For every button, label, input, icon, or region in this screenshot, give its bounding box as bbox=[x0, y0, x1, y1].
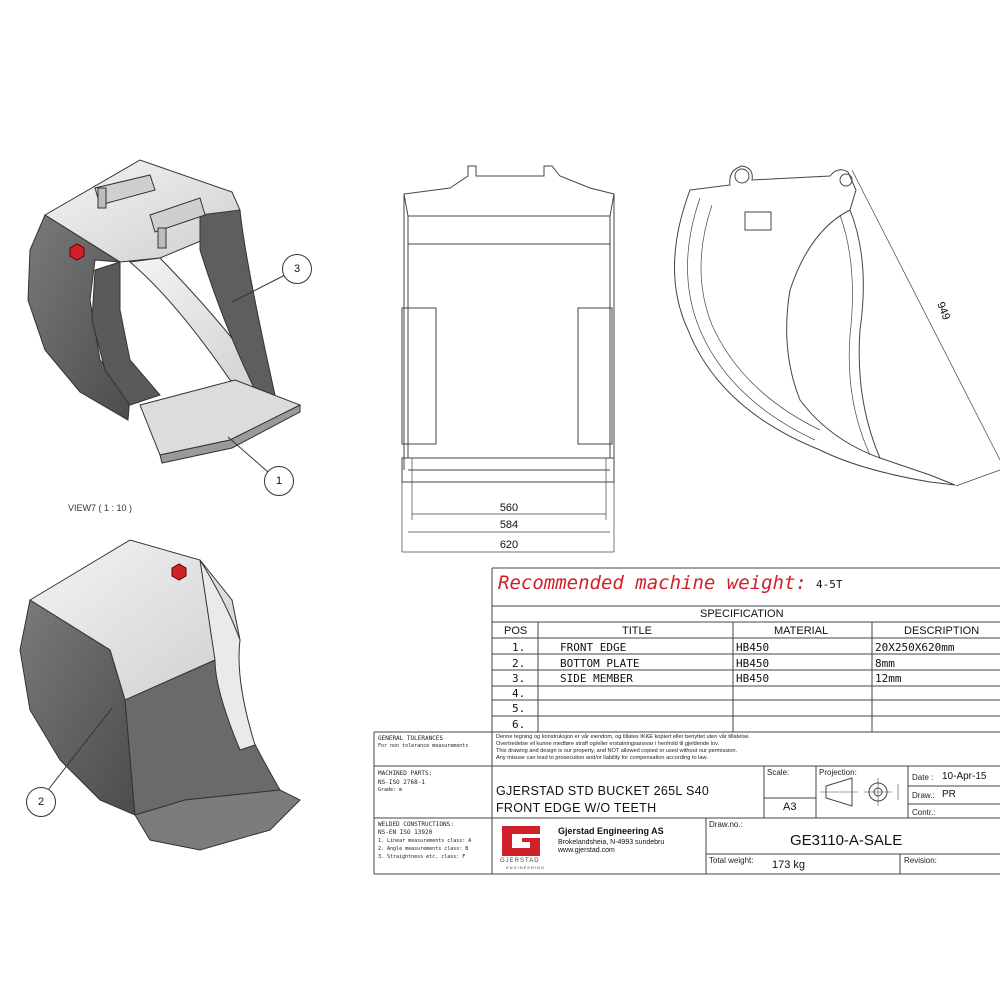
dimension-584: 584 bbox=[499, 519, 519, 531]
date-label: Date : bbox=[912, 773, 934, 782]
spec-title: BOTTOM PLATE bbox=[560, 657, 640, 670]
spec-description: 20X250X620mm bbox=[875, 641, 955, 654]
spec-title: FRONT EDGE bbox=[560, 641, 627, 654]
balloon-2: 2 bbox=[26, 787, 56, 817]
draw-label: Draw.: bbox=[912, 791, 935, 800]
notice-line: Denne tegning og konstruksjon er vår eiendom, og tillates IKKE kopiert eller benyttet uten vår tillatelse. bbox=[496, 734, 751, 740]
column-description: DESCRIPTION bbox=[904, 625, 980, 637]
spec-description: 8mm bbox=[875, 657, 895, 670]
drawing-title-line1: GJERSTAD STD BUCKET 265L S40 bbox=[496, 784, 710, 798]
machined-parts-title: MACHINED PARTS: bbox=[378, 770, 433, 777]
sheet-format: A3 bbox=[783, 801, 797, 813]
company-name: Gjerstad Engineering AS bbox=[558, 826, 664, 836]
spec-material: HB450 bbox=[736, 641, 770, 654]
projection-label: Projection: bbox=[819, 768, 857, 777]
company-address: Brokelandsheia, N-4993 sundebru bbox=[558, 839, 665, 846]
welded-class-b: 2. Angle measurements class: B bbox=[378, 846, 469, 852]
welded-class-f: 3. Straightness etc. class: F bbox=[378, 854, 466, 860]
spec-pos: 6. bbox=[512, 718, 526, 731]
general-tolerances-sub: For non tolerance measurements bbox=[378, 743, 469, 749]
drawno-label: Draw.no.: bbox=[709, 820, 743, 829]
dimension-949: 949 bbox=[934, 300, 953, 322]
balloon-3: 3 bbox=[282, 254, 312, 284]
notice-line: This drawing and design is our property, and NOT allowed copied or used without our permission. bbox=[496, 748, 738, 754]
recommended-weight-value: 4-5T bbox=[816, 578, 843, 591]
welded-class-a: 1. Linear measurements class: A bbox=[378, 838, 472, 844]
spec-material: HB450 bbox=[736, 657, 770, 670]
machined-parts-standard: NS-ISO 2768-1 bbox=[378, 779, 425, 786]
date-value: 10-Apr-15 bbox=[942, 771, 987, 782]
recommended-weight-label: Recommended machine weight: bbox=[498, 572, 807, 594]
notice-line: Any misuse can lead to prosecution and/or liability for compensation according to law. bbox=[496, 755, 708, 761]
spec-pos: 3. bbox=[512, 672, 526, 685]
dimension-620: 620 bbox=[499, 539, 519, 551]
revision-label: Revision: bbox=[904, 856, 937, 865]
view-label: VIEW7 ( 1 : 10 ) bbox=[68, 503, 133, 513]
logo-text: GJERSTAD bbox=[500, 858, 540, 864]
spec-pos: 2. bbox=[512, 657, 526, 670]
drawing-title-line2: FRONT EDGE W/O TEETH bbox=[496, 801, 657, 815]
welded-standard: NS-EN ISO 13920 bbox=[378, 829, 433, 836]
spec-description: 12mm bbox=[875, 672, 902, 685]
dimension-560: 560 bbox=[499, 502, 519, 514]
total-weight-label: Total weight: bbox=[709, 856, 754, 865]
welded-title: WELDED CONSTRUCTIONS: bbox=[378, 821, 454, 828]
spec-material: HB450 bbox=[736, 672, 770, 685]
balloon-1: 1 bbox=[264, 466, 294, 496]
company-website: www.gjerstad.com bbox=[558, 847, 615, 854]
draw-value: PR bbox=[942, 789, 956, 800]
column-pos: POS bbox=[504, 625, 528, 637]
spec-pos: 5. bbox=[512, 702, 526, 715]
scale-label: Scale: bbox=[767, 768, 790, 777]
spec-title: SIDE MEMBER bbox=[560, 672, 633, 685]
spec-pos: 1. bbox=[512, 641, 526, 654]
drawing-number: GE3110-A-SALE bbox=[790, 832, 903, 849]
notice-line: Overtredelse vil kunne medføre straff og/eller erstatningsansvar i henhold til gjeldende lov. bbox=[496, 741, 720, 747]
column-material: MATERIAL bbox=[774, 625, 829, 637]
contr-label: Contr.: bbox=[912, 808, 936, 817]
spec-pos: 4. bbox=[512, 687, 526, 700]
total-weight-value: 173 kg bbox=[772, 859, 806, 871]
column-title: TITLE bbox=[622, 625, 652, 637]
specification-heading: SPECIFICATION bbox=[700, 608, 784, 620]
general-tolerances-title: GENERAL TOLERANCES bbox=[378, 735, 444, 742]
machined-parts-grade: Grade: m bbox=[378, 787, 403, 793]
logo-sub: ENGINEERING bbox=[506, 865, 546, 870]
